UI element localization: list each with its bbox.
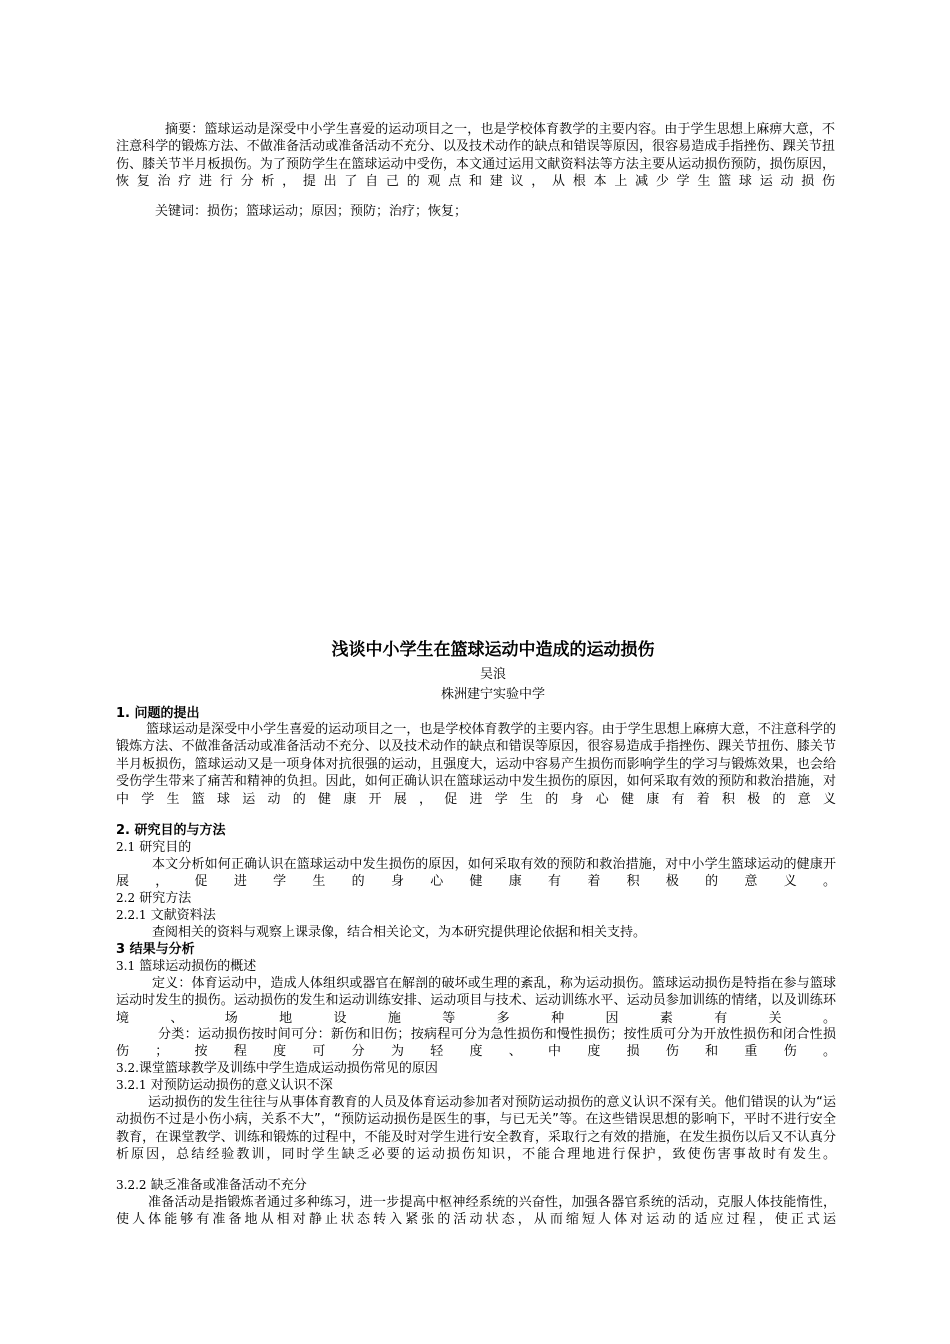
subsection-heading — [116, 958, 256, 975]
abstract-text: 篮球运动是深受中小学生喜爱的运动项目之一，也是学校体育教学的主要内容。由于学生思想上麻痹大意，不注意科学的锻炼方法、不做准备活动或准备活动不充分、以及技术动作的缺点和错误等原因，很容易造成手指挫伤、踝关节扭伤、膝关节半月板损伤。为了预防学生在篮球运动中受伤，本文通过运用文献资料法等方法主要从运动损伤预防，损伤原因，恢复治疗进行分析，提出了自己的观点和建议，从根本上减少学生篮球运动损伤 — [116, 122, 835, 190]
subsection-number: 3.2.2 — [116, 1178, 147, 1192]
body-paragraph: 准备活动是指锻炼者通过多种练习，进一步提高中枢神经系统的兴奋性，加强各器官系统的活动，克服人体技能惰性，使人体能够有准备地从相对静止状态转入紧张的活动状态，从而缩短人体对运动的适应过程，使正式运 — [116, 1195, 836, 1228]
author-affiliation: 株洲建宁实验中学 — [440, 687, 545, 702]
subsection-title: 篮球运动损伤的概述 — [139, 959, 257, 974]
subsection-number: 3.1 — [116, 959, 136, 973]
section-heading — [116, 941, 195, 958]
subsection-number: 2.2 — [116, 891, 136, 905]
keywords-line — [155, 203, 755, 220]
subsection-title: 课堂篮球教学及训练中学生造成运动损伤常见的原因 — [138, 1061, 438, 1076]
keywords-text: 损伤；篮球运动；原因；预防；治疗；恢复； — [207, 204, 468, 219]
subsection-number: 2.2.1 — [116, 908, 147, 922]
subsection-number: 3.2.1 — [116, 1078, 147, 1092]
body-paragraph: 查阅相关的资料与观察上课录像，结合相关论文，为本研究提供理论依据和相关支持。 — [152, 925, 647, 940]
section-heading — [116, 705, 200, 722]
subsection-title: 文献资料法 — [150, 908, 216, 923]
body-paragraph: 分类：运动损伤按时间可分：新伤和旧伤；按病程可分为急性损伤和慢性损伤；按性质可分为开放性损伤和闭合性损伤；按程度可分为轻度、中度损伤和重伤。 — [116, 1027, 836, 1060]
subsection-number: 3.2. — [116, 1061, 139, 1075]
subsection-heading — [116, 1077, 333, 1094]
section-heading — [116, 822, 226, 839]
body-paragraph: 篮球运动是深受中小学生喜爱的运动项目之一，也是学校体育教学的主要内容。由于学生思想上麻痹大意，不注意科学的锻炼方法、不做准备活动或准备活动不充分、以及技术动作的缺点和错误等原因，很容易造成手指挫伤、踝关节扭伤、膝关节半月板损伤，篮球运动又是一项身体对抗很强的运动，且强度大，运动中容易产生损伤而影响学生的学习与锻炼效果，也会给受伤学生带来了痛苦和精神的负担。因此，如何正确认识在篮球运动中发生损伤的原因，如何采取有效的预防和救治措施，对中学生篮球运动的健康开展，促进学生的身心健康有着积极的意义 — [116, 722, 836, 807]
subsection-number: 2.1 — [116, 840, 136, 854]
section-title: 研究目的与方法 — [134, 823, 226, 838]
subsection-heading — [116, 1177, 307, 1194]
paper-title: 浅谈中小学生在篮球运动中造成的运动损伤 — [331, 640, 655, 660]
subsection-title: 缺乏准备或准备活动不充分 — [150, 1178, 307, 1193]
subsection-title: 对预防运动损伤的意义认识不深 — [150, 1078, 333, 1093]
subsection-heading — [116, 907, 216, 924]
body-paragraph: 本文分析如何正确认识在篮球运动中发生损伤的原因，如何采取有效的预防和救治措施，对中小学生篮球运动的健康开展，促进学生的身心健康有着积极的意义。 — [116, 857, 836, 890]
abstract-paragraph — [116, 121, 835, 191]
section-number: 3 — [116, 942, 126, 957]
subsection-heading — [116, 1060, 438, 1077]
subsection-title: 研究目的 — [139, 840, 192, 855]
abstract-label: 摘要： — [165, 122, 205, 137]
keywords-label: 关键词： — [155, 204, 208, 219]
subsection-heading — [116, 890, 191, 907]
subsection-heading — [116, 839, 191, 856]
subsection-title: 研究方法 — [139, 891, 192, 906]
author-name: 吴浪 — [479, 667, 506, 682]
section-number: 2. — [116, 823, 130, 838]
section-title: 结果与分析 — [129, 942, 195, 957]
section-title: 问题的提出 — [134, 706, 200, 721]
body-paragraph: 运动损伤的发生往往与从事体育教育的人员及体育运动参加者对预防运动损伤的意义认识不深有关。他们错误的认为“运动损伤不过是小伤小病，关系不大”，“预防运动损伤是医生的事，与已无关”等。在这些错误思想的影响下，平时不进行安全教育，在课堂教学、训练和锻炼的过程中，不能及时对学生进行安全教育，采取行之有效的措施，在发生损伤以后又不认真分析原因，总结经验教训，同时学生缺乏必要的运动损伤知识，不能合理地进行保护，致使伤害事故时有发生。 — [116, 1095, 836, 1163]
section-number: 1. — [116, 706, 130, 721]
body-paragraph: 定义：体育运动中，造成人体组织或器官在解剖的破坏或生理的紊乱，称为运动损伤。篮球运动损伤是特指在参与篮球运动时发生的损伤。运动损伤的发生和运动训练安排、运动项目与技术、运动训练水平、运动员参加训练的情绪，以及训练环境、场地设施等多种因素有关。 — [116, 976, 836, 1026]
